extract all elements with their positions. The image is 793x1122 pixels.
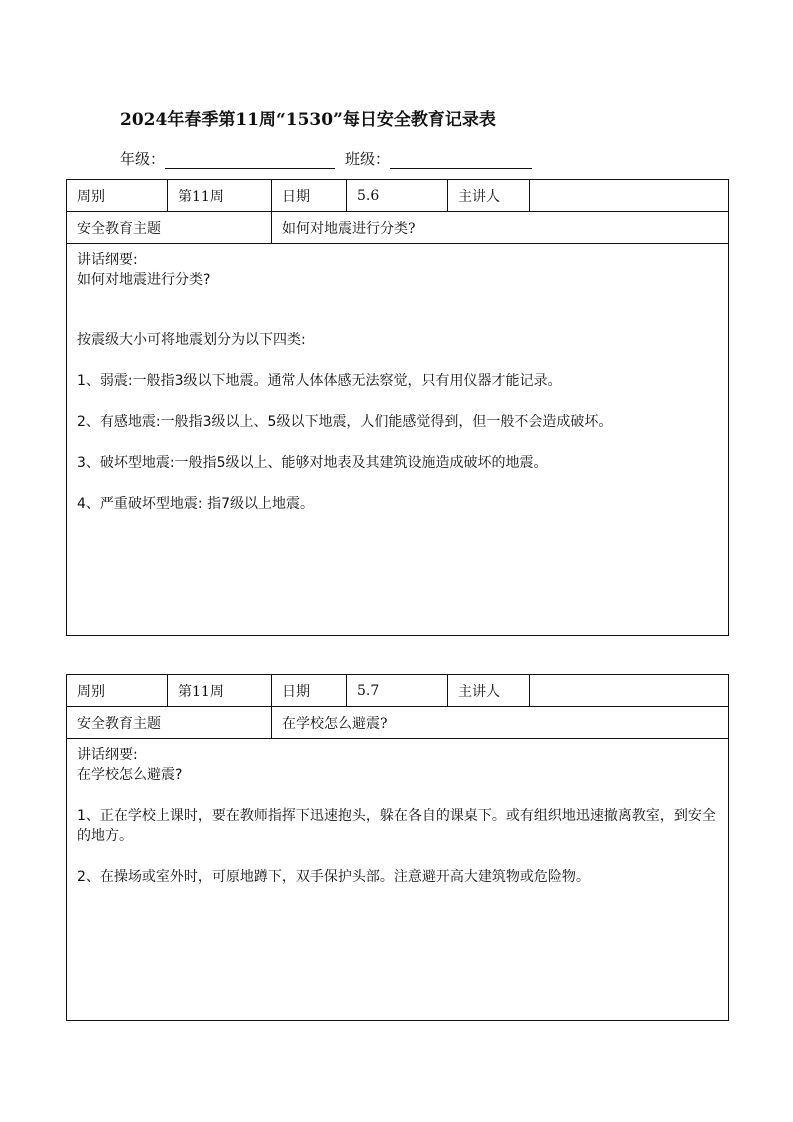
- topic-row: [67, 707, 729, 739]
- outline-point: 4、严重破坏型地震: 指7级以上地震。: [77, 496, 314, 512]
- grade-class-line: [120, 148, 532, 169]
- outline-point: 2、在操场或室外时，可原地蹲下，双手保护头部。注意避开高大建筑物或危险物。: [77, 869, 590, 885]
- outline-row: [67, 739, 729, 1021]
- speaker-label: 主讲人: [448, 675, 530, 707]
- outline-intro: 按震级大小可将地震划分为以下四类:: [77, 332, 306, 348]
- grade-blank[interactable]: [165, 150, 335, 169]
- record-table-2: [66, 674, 729, 1021]
- record-table-1: [66, 179, 729, 636]
- topic-label: 安全教育主题: [67, 707, 272, 739]
- date-label: 日期: [272, 675, 347, 707]
- outline-question: 如何对地震进行分类?: [77, 272, 211, 288]
- page-title: 2024年春季第11周“1530”每日安全教育记录表: [120, 110, 496, 130]
- outline-row: [67, 244, 729, 636]
- outline-point: 2、有感地震:一般指3级以上、5级以下地震，人们能感觉得到，但一般不会造成破坏。: [77, 414, 613, 430]
- record-header-row: [67, 675, 729, 707]
- outline-cell: [67, 244, 729, 636]
- outline-point: 1、弱震:一般指3级以下地震。通常人体体感无法察觉，只有用仪器才能记录。: [77, 373, 562, 389]
- outline-point: 1、正在学校上课时，要在教师指挥下迅速抱头，躲在各自的课桌下。或有组织地迅速撤离教室，到安全的地方。: [77, 808, 716, 844]
- outline-question: 在学校怎么避震?: [77, 767, 183, 783]
- week-value: 第11周: [168, 675, 272, 707]
- topic-label: 安全教育主题: [67, 212, 272, 244]
- date-label: 日期: [272, 180, 347, 212]
- date-value: 5.7: [347, 675, 448, 707]
- week-value: 第11周: [168, 180, 272, 212]
- topic-value: 如何对地震进行分类?: [272, 212, 729, 244]
- outline-cell: [67, 739, 729, 1021]
- record-header-row: [67, 180, 729, 212]
- outline-label: 讲话纲要:: [77, 747, 138, 763]
- class-blank[interactable]: [390, 150, 532, 169]
- topic-row: [67, 212, 729, 244]
- class-label: 班级：: [345, 150, 391, 168]
- date-value: 5.6: [347, 180, 448, 212]
- speaker-value[interactable]: [530, 180, 729, 212]
- week-label: 周别: [67, 675, 168, 707]
- speaker-label: 主讲人: [448, 180, 530, 212]
- outline-label: 讲话纲要:: [77, 252, 138, 268]
- speaker-value[interactable]: [530, 675, 729, 707]
- week-label: 周别: [67, 180, 168, 212]
- topic-value: 在学校怎么避震?: [272, 707, 729, 739]
- grade-label: 年级：: [120, 150, 166, 168]
- outline-point: 3、破坏型地震:一般指5级以上、能够对地表及其建筑设施造成破坏的地震。: [77, 455, 548, 471]
